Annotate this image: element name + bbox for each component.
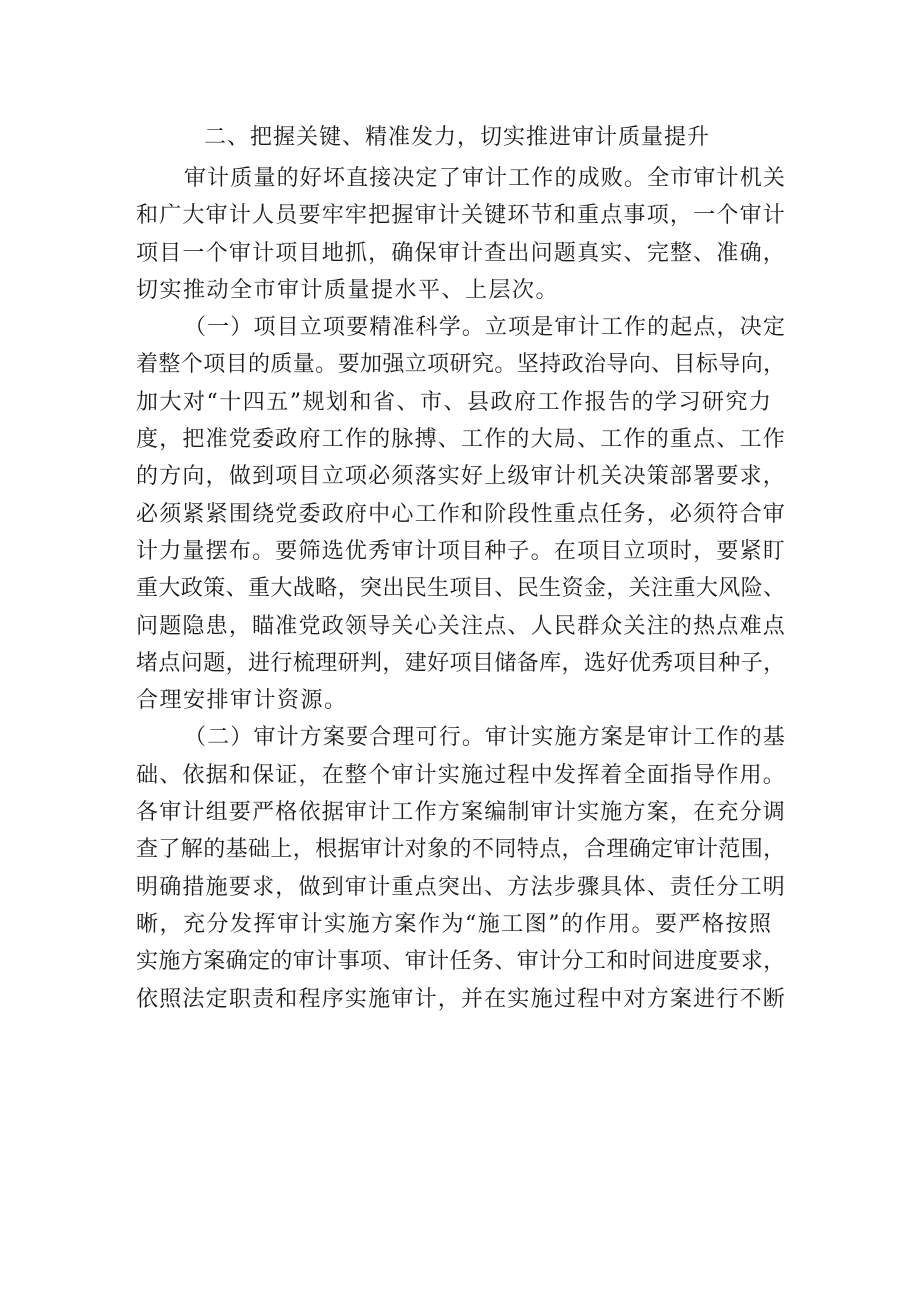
paragraph-line: 合理安排审计资源。 <box>136 688 348 714</box>
paragraph-line: 度，把准党委政府工作的脉搏、工作的大局、工作的重点、工作 <box>136 427 787 453</box>
paragraph-line: 实施方案确定的审计事项、审计任务、审计分工和时间进度要求， <box>136 949 786 975</box>
paragraph-line: 晰，充分发挥审计实施方案作为“施工图”的作用。要严格按照 <box>136 911 773 937</box>
paragraph-line: 审计质量的好坏直接决定了审计工作的成败。全市审计机关 <box>184 166 787 191</box>
paragraph-container <box>136 160 796 1018</box>
section-heading: 二、把握关键、精准发力，切实推进审计质量提升 <box>204 125 711 150</box>
paragraph <box>136 719 796 1017</box>
paragraph-line: （一）项目立项要精准科学。立项是审计工作的起点，决定 <box>184 315 787 341</box>
paragraph <box>136 309 796 719</box>
document-body <box>136 116 796 1018</box>
paragraph-line: 础、依据和保证，在整个审计实施过程中发挥着全面指导作用。 <box>136 762 787 788</box>
paragraph-line: 项目一个审计项目地抓，确保审计查出问题真实、完整、准确， <box>136 240 787 266</box>
paragraph-line: 和广大审计人员要牢牢把握审计关键环节和重点事项，一个审计 <box>136 203 787 229</box>
paragraph-line: 重大政策、重大战略，突出民生项目、民生资金，关注重大风险、 <box>136 576 786 602</box>
paragraph-line: 依照法定职责和程序实施审计，并在实施过程中对方案进行不断 <box>136 986 787 1012</box>
paragraph-line: 加大对“十四五”规划和省、市、县政府工作报告的学习研究力 <box>136 389 773 415</box>
paragraph-line: 各审计组要严格依据审计工作方案编制审计实施方案，在充分调 <box>136 800 787 826</box>
paragraph-line: 明确措施要求，做到审计重点突出、方法步骤具体、责任分工明 <box>136 874 787 900</box>
paragraph-line: 堵点问题，进行梳理研判，建好项目储备库，选好优秀项目种子， <box>136 650 786 676</box>
paragraph-line: 计力量摆布。要筛选优秀审计项目种子。在项目立项时，要紧盯 <box>136 538 787 564</box>
paragraph-line: （二）审计方案要合理可行。审计实施方案是审计工作的基 <box>184 725 787 751</box>
paragraph <box>136 160 796 309</box>
paragraph-line: 的方向，做到项目立项必须落实好上级审计机关决策部署要求， <box>136 464 787 490</box>
paragraph-line: 着整个项目的质量。要加强立项研究。坚持政治导向、目标导向， <box>136 352 786 378</box>
paragraph-line: 查了解的基础上，根据审计对象的不同特点，合理确定审计范围， <box>136 837 786 863</box>
paragraph-line: 切实推动全市审计质量提水平、上层次。 <box>136 277 560 303</box>
paragraph-line: 必须紧紧围绕党委政府中心工作和阶段性重点任务，必须符合审 <box>136 501 787 527</box>
paragraph-line: 问题隐患，瞄准党政领导关心关注点、人民群众关注的热点难点 <box>136 613 787 639</box>
